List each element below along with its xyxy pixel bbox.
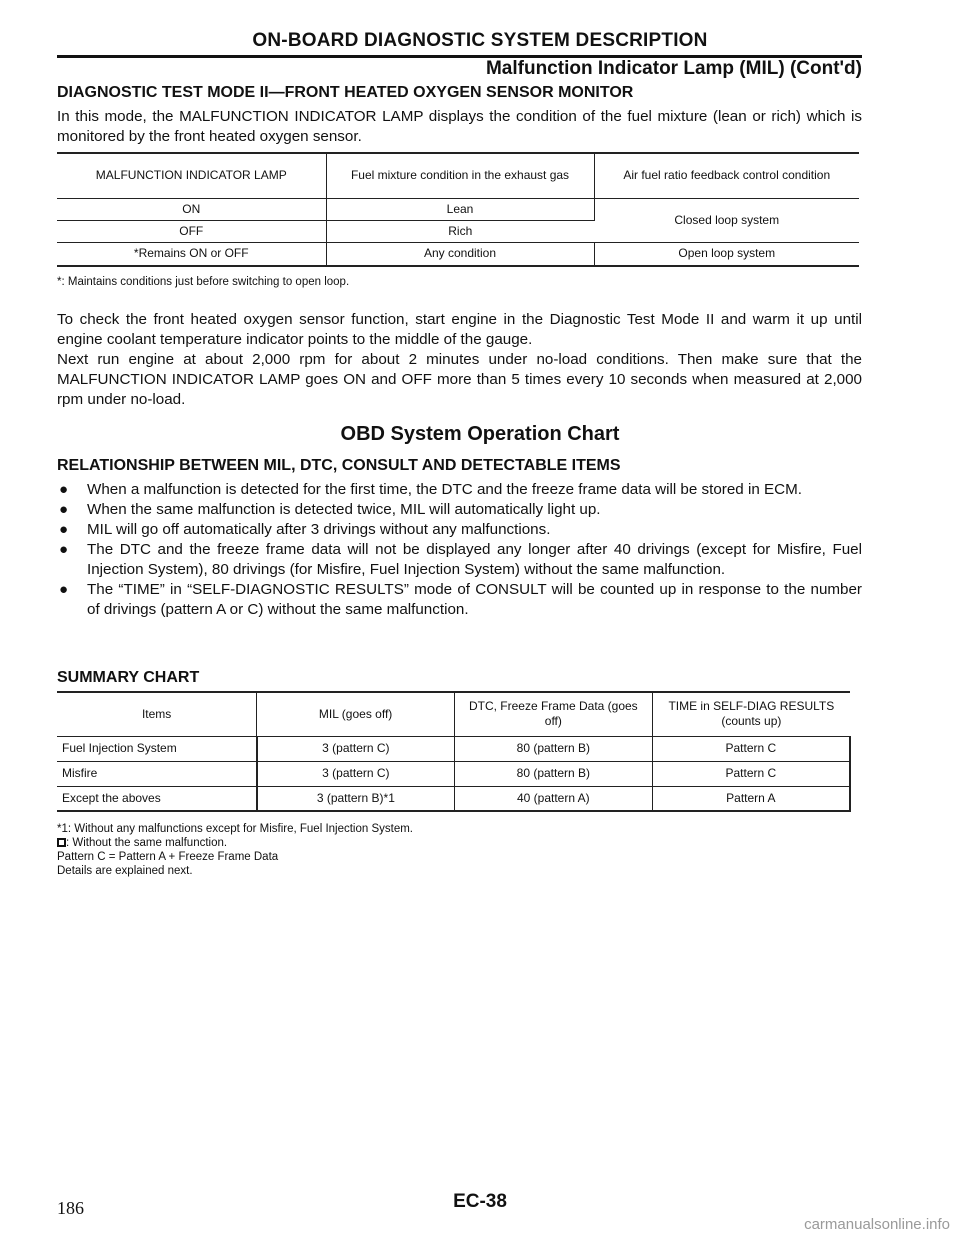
obd-chart-title: OBD System Operation Chart xyxy=(340,423,620,445)
mil-mode2-table xyxy=(57,152,859,267)
check-paragraph-1: To check the front heated oxygen sensor function, start engine in the Diagnostic Test Mode II and warm it up until engine coolant temperature indicator points to the middle of the gauge. xyxy=(57,311,862,348)
section-subtitle: Malfunction Indicator Lamp (MIL) (Cont'd) xyxy=(485,58,862,79)
list-item xyxy=(57,540,862,580)
list-item xyxy=(57,500,862,520)
mode2-heading: DIAGNOSTIC TEST MODE II—FRONT HEATED OXYGEN SENSOR MONITOR xyxy=(57,84,634,101)
table-row xyxy=(57,761,850,786)
bullet-list xyxy=(57,480,862,620)
page-number: 186 xyxy=(57,1198,84,1218)
bullet-text: When the same malfunction is detected twice, MIL will automatically light up. xyxy=(87,501,601,518)
table-cell: Pattern C xyxy=(652,761,850,786)
watermark: carmanualsonline.info xyxy=(804,1216,950,1233)
check-paragraph-2: Next run engine at about 2,000 rpm for about 2 minutes under no-load conditions. Then make sure that the MALFUNCTION INDICATOR LAMP goes ON and OFF more than 5 times every 10 seconds when measured at 2,000 rpm under no-load. xyxy=(57,351,862,408)
table-cell: Misfire xyxy=(57,761,257,786)
header-cell: Fuel mixture condition in the exhaust gas xyxy=(326,153,594,198)
table-cell: 3 (pattern C) xyxy=(257,736,455,761)
table-cell: Pattern A xyxy=(652,786,850,811)
table-cell: Fuel Injection System xyxy=(57,736,257,761)
mode2-table-footnote: *: Maintains conditions just before switching to open loop. xyxy=(57,276,350,288)
table-header-row xyxy=(57,153,859,198)
table-cell: *Remains ON or OFF xyxy=(57,242,326,266)
table-cell: 3 (pattern B)*1 xyxy=(257,786,455,811)
table-cell: 80 (pattern B) xyxy=(454,736,652,761)
page-code: EC-38 xyxy=(453,1191,507,1212)
table-cell: ON xyxy=(57,198,326,220)
bullet-icon: ● xyxy=(59,541,69,558)
table-cell: Rich xyxy=(326,220,594,242)
bullet-text: When a malfunction is detected for the first time, the DTC and the freeze frame data will be stored in ECM. xyxy=(87,481,802,498)
table-cell: Any condition xyxy=(326,242,594,266)
table-cell: Pattern C xyxy=(652,736,850,761)
table-row xyxy=(57,786,850,811)
summary-note-3: Pattern C = Pattern A + Freeze Frame Data xyxy=(57,851,279,863)
table-cell: OFF xyxy=(57,220,326,242)
header-cell: TIME in SELF-DIAG RESULTS (counts up) xyxy=(652,692,850,736)
relationship-heading: RELATIONSHIP BETWEEN MIL, DTC, CONSULT AND DETECTABLE ITEMS xyxy=(57,457,621,474)
bullet-text: The DTC and the freeze frame data will not be displayed any longer after 40 drivings (except for Misfire, Fuel Injection System), 80 drivings (for Misfire, Fuel Injection System) without the same malfunction. xyxy=(87,541,862,578)
obd-bullets xyxy=(57,480,862,620)
header-cell: Items xyxy=(57,692,257,736)
mode2-intro xyxy=(57,107,862,147)
mode2-intro-text: In this mode, the MALFUNCTION INDICATOR LAMP displays the condition of the fuel mixture (lean or rich) which is monitored by the front heated oxygen sensor. xyxy=(57,108,862,145)
header-cell: Air fuel ratio feedback control condition xyxy=(594,153,859,198)
summary-note-2 xyxy=(57,836,413,850)
table-cell: Closed loop system xyxy=(594,198,859,242)
summary-chart-heading: SUMMARY CHART xyxy=(57,669,200,686)
table-cell: 3 (pattern C) xyxy=(257,761,455,786)
check-procedure xyxy=(57,310,862,410)
table-cell: Except the aboves xyxy=(57,786,257,811)
header-cell: DTC, Freeze Frame Data (goes off) xyxy=(454,692,652,736)
table-header-row xyxy=(57,692,850,736)
table-cell: 40 (pattern A) xyxy=(454,786,652,811)
bullet-text: MIL will go off automatically after 3 drivings without any malfunctions. xyxy=(87,521,551,538)
table-row xyxy=(57,736,850,761)
header-cell: MIL (goes off) xyxy=(257,692,455,736)
list-item xyxy=(57,480,862,500)
list-item xyxy=(57,580,862,620)
summary-note-4: Details are explained next. xyxy=(57,865,193,877)
summary-chart-table xyxy=(57,691,851,812)
bullet-text: The “TIME” in “SELF-DIAGNOSTIC RESULTS” mode of CONSULT will be counted up in response to the number of drivings (pattern A or C) without the same malfunction. xyxy=(87,581,862,618)
summary-notes xyxy=(57,822,413,878)
table-cell: Lean xyxy=(326,198,594,220)
table-row xyxy=(57,242,859,266)
table-cell: Open loop system xyxy=(594,242,859,266)
bullet-icon: ● xyxy=(59,521,69,538)
bullet-icon: ● xyxy=(59,581,69,598)
header-cell: MALFUNCTION INDICATOR LAMP xyxy=(57,153,326,198)
list-item xyxy=(57,520,862,540)
table-row xyxy=(57,198,859,220)
section-title: ON-BOARD DIAGNOSTIC SYSTEM DESCRIPTION xyxy=(252,30,708,51)
bullet-icon: ● xyxy=(59,501,69,518)
summary-note-1: *1: Without any malfunctions except for Misfire, Fuel Injection System. xyxy=(57,823,414,835)
table-cell: 80 (pattern B) xyxy=(454,761,652,786)
bullet-icon: ● xyxy=(59,481,69,498)
summary-note-2-text: : Without the same malfunction. xyxy=(66,837,228,849)
box-icon xyxy=(57,838,66,847)
